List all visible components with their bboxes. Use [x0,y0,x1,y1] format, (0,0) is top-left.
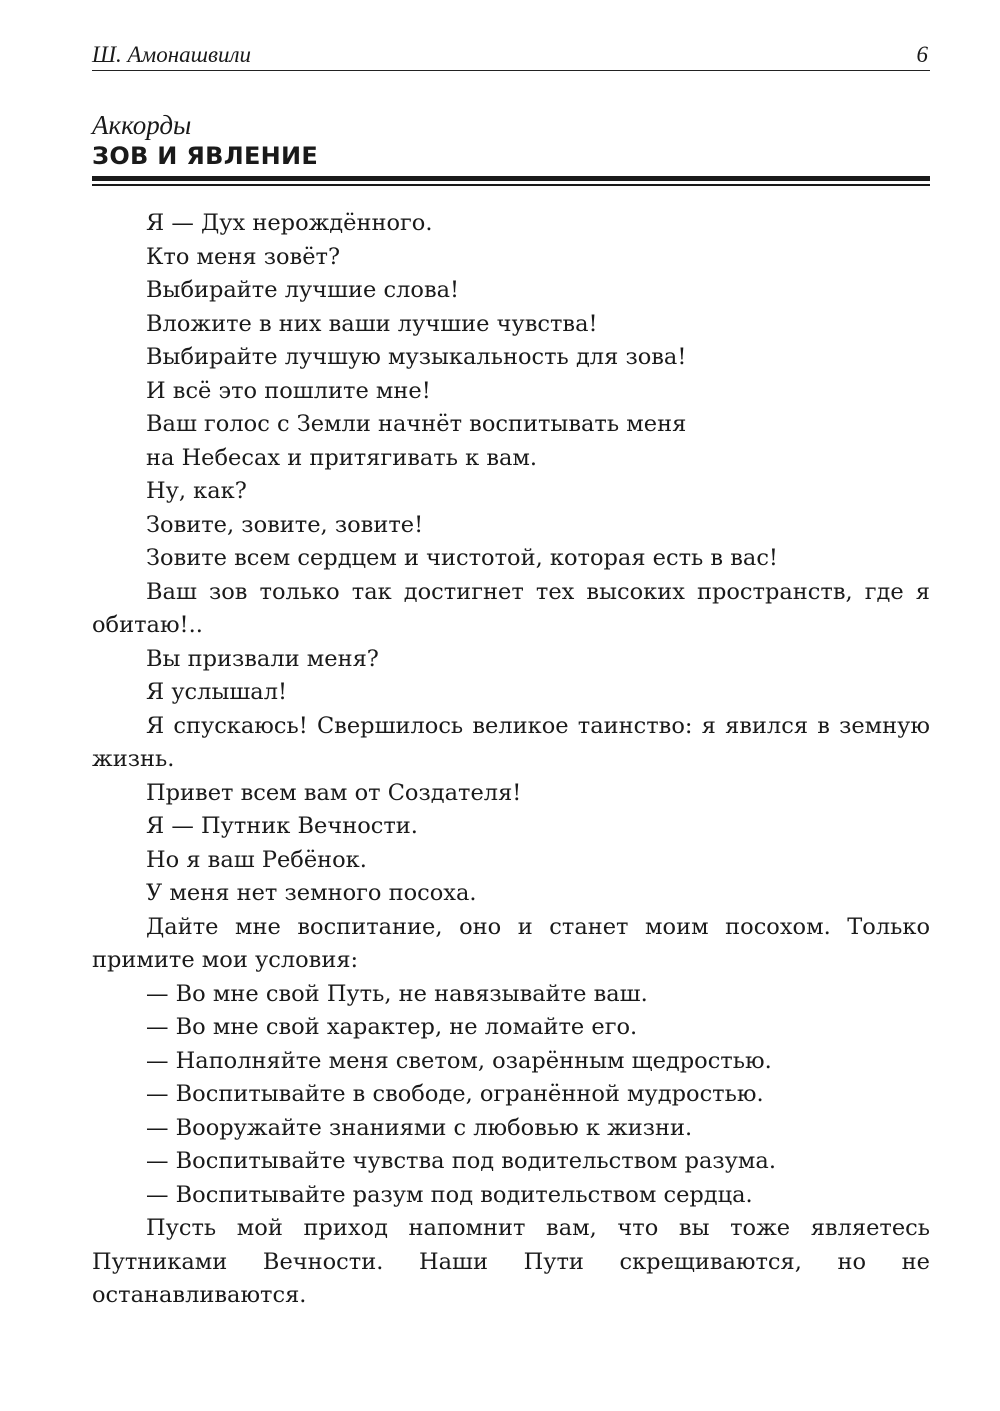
text-line: Кто меня зовёт? [146,243,341,270]
header-author: Ш. Амонашвили [92,42,252,67]
paragraph: Пусть мой приход напомнит вам, что вы тоже являетесь Путниками Вечности. Наши Пути скрещиваются, но не останавливаются. [92,1215,930,1308]
paragraph: Дайте мне воспитание, оно и станет моим посохом. Только примите мои условия: [92,913,930,973]
page-number: 6 [916,42,928,67]
chapter-title: ЗОВ И ЯВЛЕНИЕ [92,142,319,170]
condition-item: — Воспитывайте чувства под водительством разума. [146,1148,776,1174]
paragraph: Ваш зов только так достигнет тех высоких пространств, где я обитаю!.. [92,578,930,638]
text-line: Зовите всем сердцем и чистотой, которая есть в вас! [146,545,778,571]
condition-item: — Воспитывайте в свободе, огранённой мудростью. [146,1081,764,1107]
condition-item: — Вооружайте знаниями с любовью к жизни. [146,1114,693,1141]
body-text [92,207,930,1313]
text-line: Ваш голос с Земли начнёт воспитывать меня [146,411,687,437]
text-line: Выбирайте лучшую музыкальность для зова! [146,344,687,370]
text-line: Я — Дух нерождённого. [146,210,433,236]
text-line: Привет всем вам от Создателя! [146,779,522,806]
condition-item: — Во мне свой Путь, не навязывайте ваш. [146,980,648,1007]
text-line: Вложите в них ваши лучшие чувства! [146,310,598,337]
section-label: Аккорды [92,110,192,140]
text-line: Я услышал! [146,679,288,705]
text-line: Выбирайте лучшие слова! [146,277,460,303]
text-line: Но я ваш Ребёнок. [146,846,367,873]
text-line: И всё это пошлите мне! [146,377,431,404]
text-line: Ну, как? [146,478,247,504]
text-line: Вы призвали меня? [146,645,379,672]
text-line: У меня нет земного посоха. [146,880,477,906]
condition-item: — Во мне свой характер, не ломайте его. [146,1014,638,1040]
text-line: Я — Путник Вечности. [146,813,418,839]
condition-item: — Наполняйте меня светом, озарённым щедростью. [146,1047,772,1074]
title-rule-thick [92,176,930,181]
condition-item: — Воспитывайте разум под водительством сердца. [146,1181,753,1208]
running-header [92,40,930,71]
paragraph: Я спускаюсь! Свершилось великое таинство: я явился в земную жизнь. [92,712,930,772]
text-line: Зовите, зовите, зовите! [146,511,424,538]
text-line: на Небесах и притягивать к вам. [146,444,538,471]
title-rule-thin [92,184,930,186]
